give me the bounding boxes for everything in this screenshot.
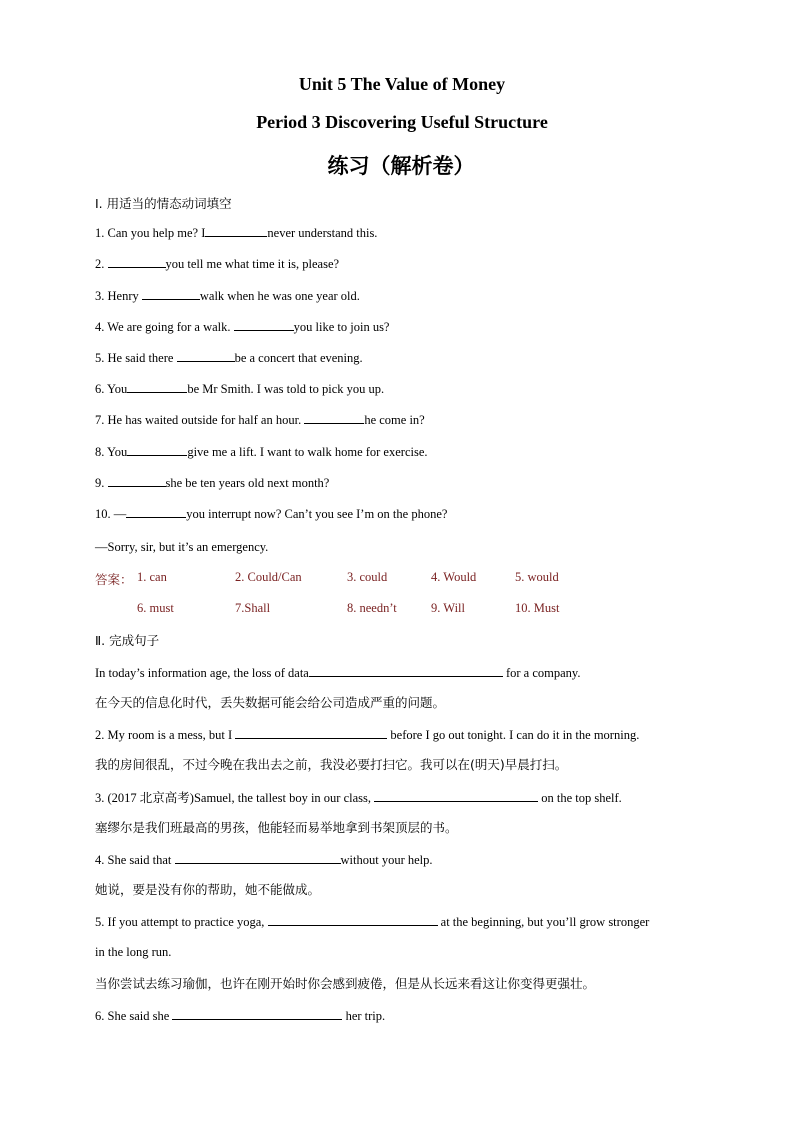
sentence-6: 6. She said she her trip.	[95, 1009, 386, 1023]
answer-blank[interactable]	[172, 1007, 342, 1020]
answer-blank[interactable]	[205, 224, 267, 237]
sentence-5-continued: in the long run.	[95, 945, 172, 959]
question-5: 5. He said there be a concert that evening.	[95, 351, 363, 365]
sentence-4-translation: 她说，要是没有你的帮助，她不能做成。	[95, 882, 321, 897]
answers-label: 答案：	[95, 572, 133, 587]
answer-blank[interactable]	[127, 380, 187, 393]
answer-blank[interactable]	[309, 664, 503, 677]
section-2-heading: Ⅱ. 完成句子	[95, 633, 160, 648]
answer-blank[interactable]	[234, 318, 294, 331]
section-1-heading: Ⅰ. 用适当的情态动词填空	[95, 196, 232, 211]
answer-10: 10. Must	[515, 601, 560, 615]
answer-blank[interactable]	[126, 505, 186, 518]
answer-blank[interactable]	[304, 411, 364, 424]
answer-blank[interactable]	[177, 349, 235, 362]
answer-blank[interactable]	[142, 287, 200, 300]
question-7: 7. He has waited outside for half an hour. he come in?	[95, 413, 425, 427]
question-9: 9. she be ten years old next month?	[95, 476, 330, 490]
answer-3: 3. could	[347, 570, 388, 584]
sentence-5-translation: 当你尝试去练习瑜伽，也许在刚开始时你会感到疲倦，但是从长远来看这让你变得更强壮。	[95, 976, 596, 991]
answer-blank[interactable]	[108, 474, 166, 487]
answer-blank[interactable]	[175, 851, 341, 864]
period-title: Period 3 Discovering Useful Structure	[256, 112, 548, 132]
question-4: 4. We are going for a walk. you like to join us?	[95, 320, 390, 334]
answer-6: 6. must	[137, 601, 174, 615]
answer-2: 2. Could/Can	[235, 570, 302, 584]
answer-1: 1. can	[137, 570, 167, 584]
sentence-5: 5. If you attempt to practice yoga, at the beginning, but you’ll grow stronger	[95, 915, 650, 929]
answer-8: 8. needn’t	[347, 601, 397, 615]
sentence-1-translation: 在今天的信息化时代，丢失数据可能会给公司造成严重的问题。	[95, 695, 446, 710]
answer-blank[interactable]	[127, 443, 187, 456]
question-6: 6. You be Mr Smith. I was told to pick you up.	[95, 382, 385, 396]
answer-7: 7.Shall	[235, 601, 271, 615]
question-1: 1. Can you help me? I never understand this.	[95, 226, 378, 240]
answer-blank[interactable]	[108, 255, 166, 268]
question-3: 3. Henry walk when he was one year old.	[95, 289, 360, 303]
question-2: 2. you tell me what time it is, please?	[95, 257, 340, 271]
answer-blank[interactable]	[268, 913, 438, 926]
question-10-reply: —Sorry, sir, but it’s an emergency.	[95, 540, 269, 554]
sentence-3: 3. (2017 北京高考)Samuel, the tallest boy in our class, on the top shelf.	[95, 791, 622, 805]
sentence-2-translation: 我的房间很乱，不过今晚在我出去之前，我没必要打扫它。我可以在(明天)早晨打扫。	[95, 757, 568, 772]
question-10: 10. — you interrupt now? Can’t you see I’m on the phone?	[95, 507, 448, 521]
exercise-title: 练习（解析卷）	[327, 154, 475, 178]
answer-9: 9. Will	[431, 601, 465, 615]
answer-blank[interactable]	[374, 789, 538, 802]
sentence-2: 2. My room is a mess, but I before I go out tonight. I can do it in the morning.	[95, 728, 640, 742]
answer-5: 5. would	[515, 570, 559, 584]
unit-title: Unit 5 The Value of Money	[298, 74, 506, 94]
question-8: 8. You give me a lift. I want to walk home for exercise.	[95, 445, 428, 459]
answer-4: 4. Would	[431, 570, 477, 584]
sentence-4: 4. She said that without your help.	[95, 853, 433, 867]
answer-blank[interactable]	[235, 726, 387, 739]
sentence-3-translation: 塞缪尔是我们班最高的男孩，他能轻而易举地拿到书架顶层的书。	[95, 820, 458, 835]
sentence-1: In today’s information age, the loss of data for a company.	[95, 666, 581, 680]
